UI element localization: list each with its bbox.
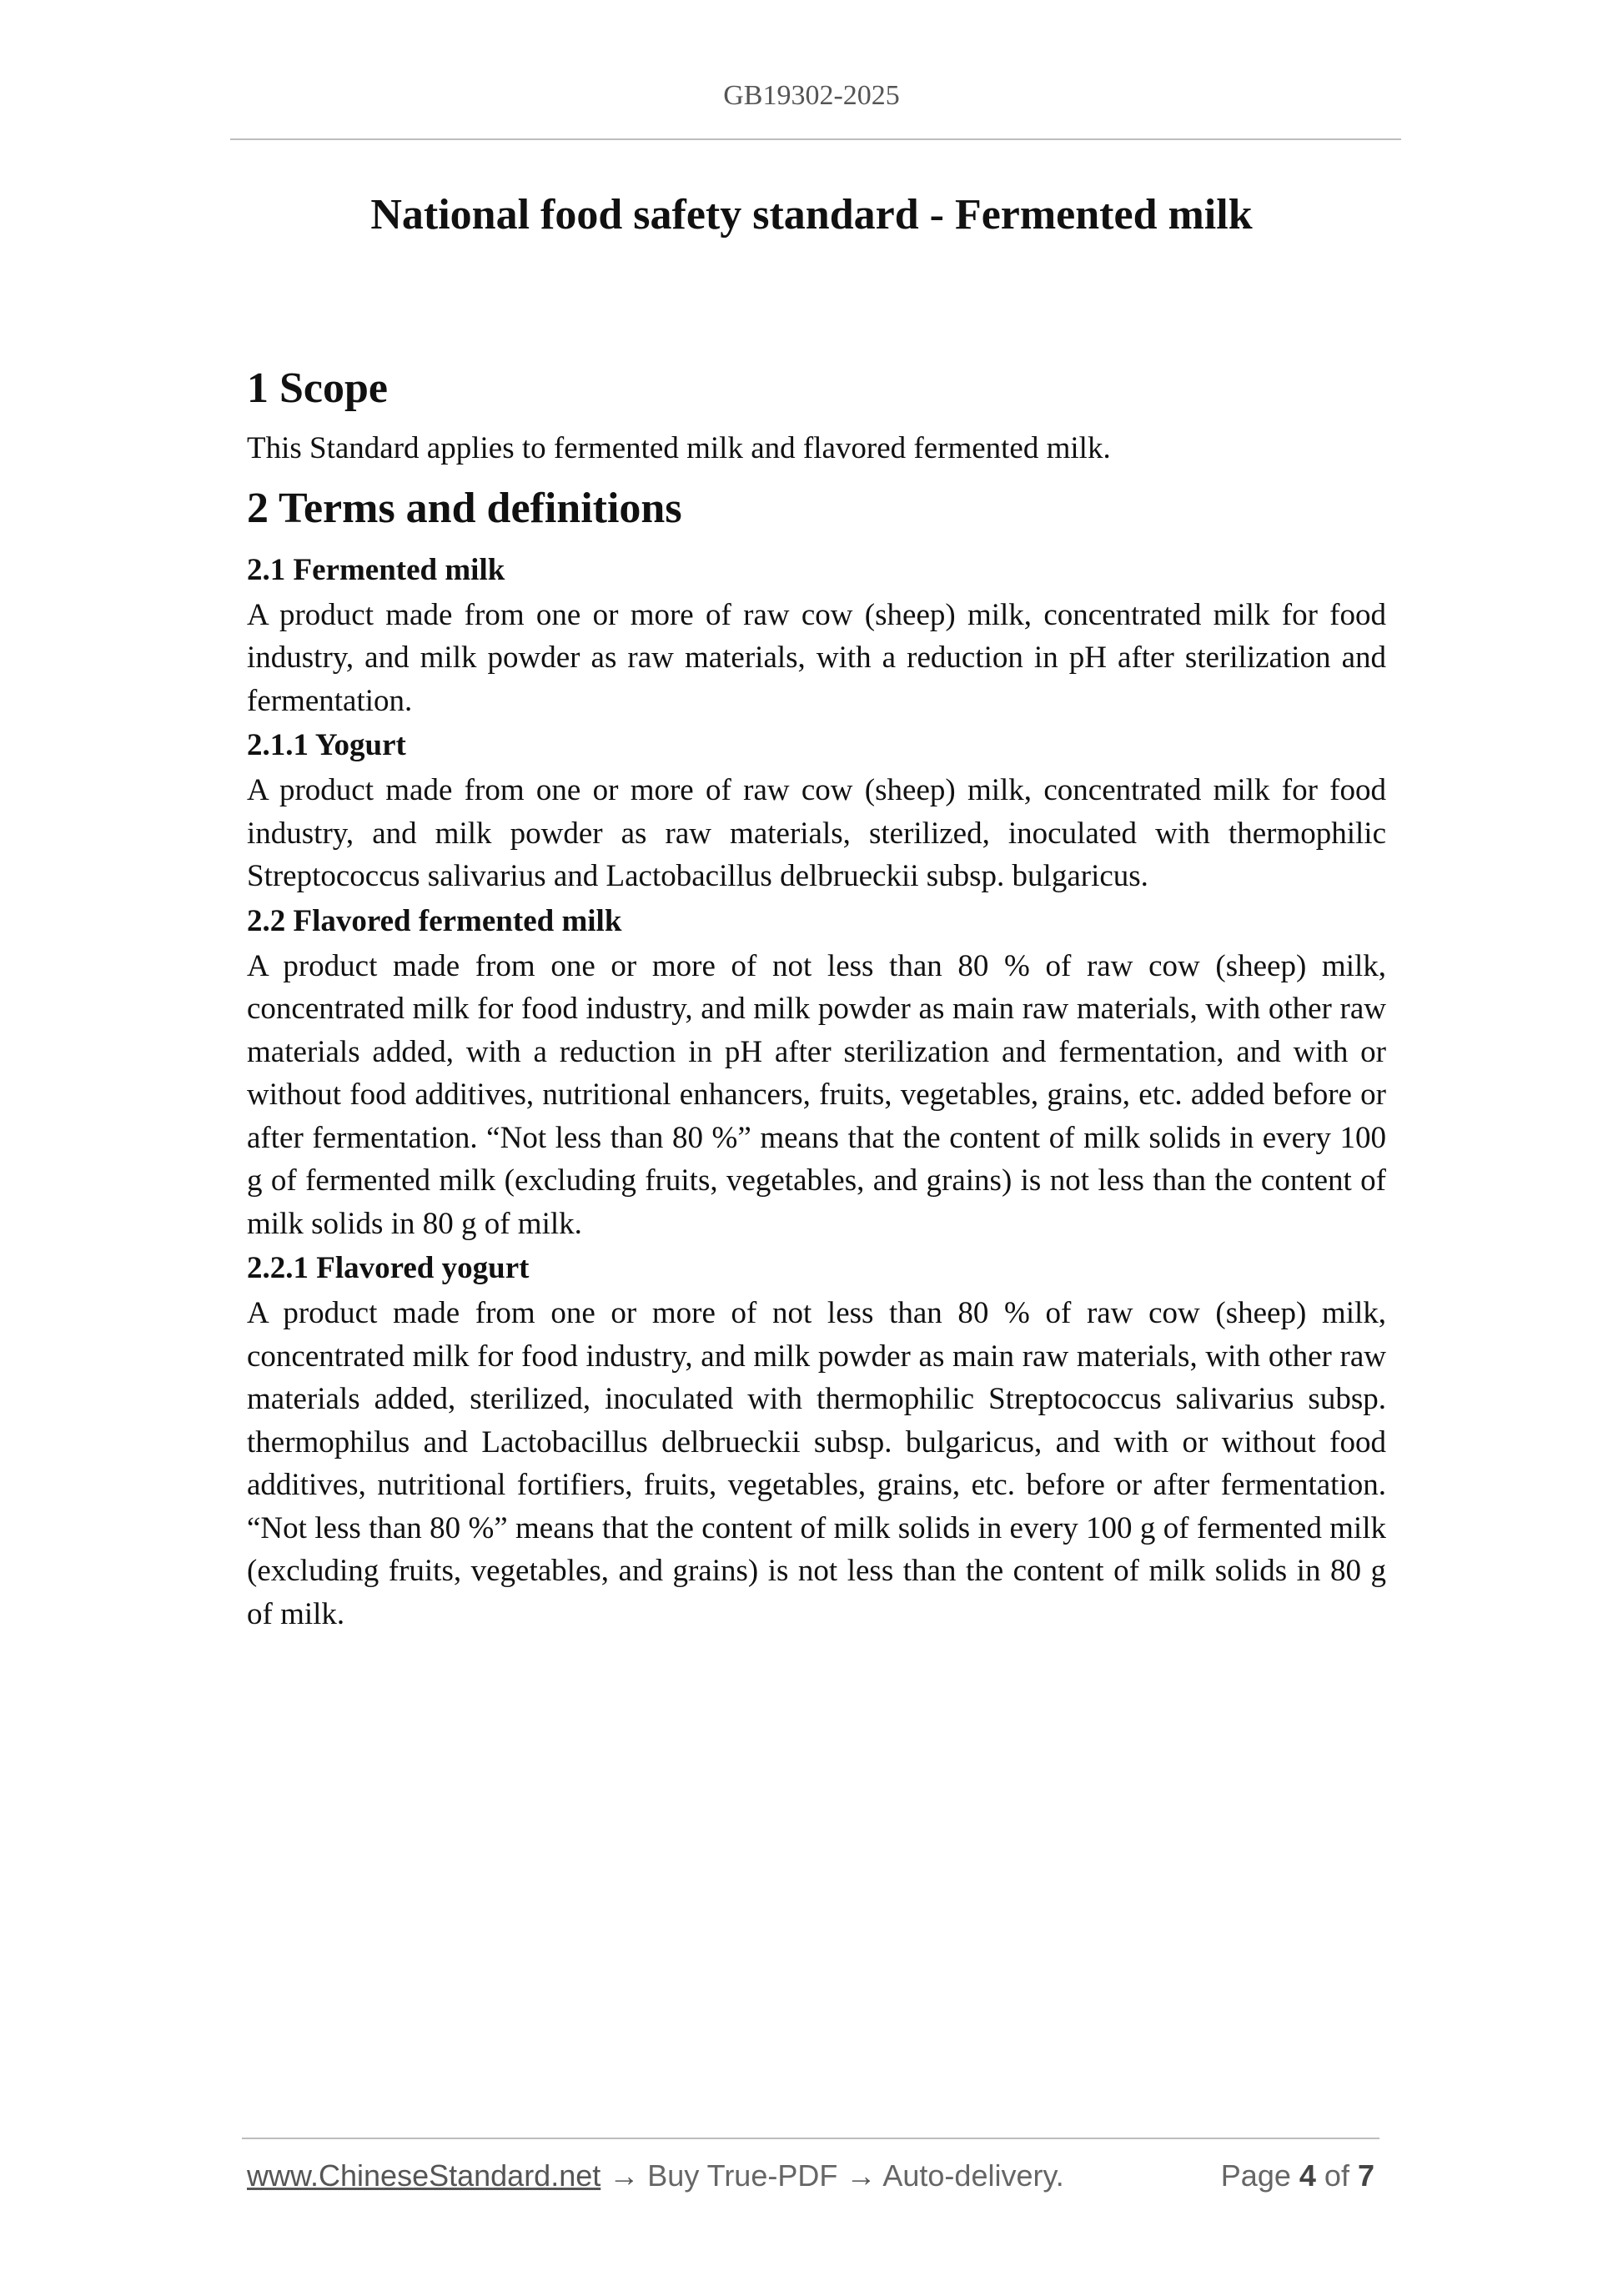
section-2-1-1-paragraph: A product made from one or more of raw cow (sheep) milk, concentrated milk for food industry, and milk powder as raw materials, sterilized, inoculated with thermophilic Streptococcus salivarius and Lactobacillus delbrueckii subsp. bulgaricus. bbox=[247, 773, 1386, 893]
section-2-1-1-heading: 2.1.1 Yogurt bbox=[247, 728, 406, 762]
total-pages: 7 bbox=[1357, 2158, 1374, 2193]
section-2-heading: 2 Terms and definitions bbox=[247, 484, 682, 532]
page-indicator bbox=[1221, 2158, 1374, 2193]
arrow-right-icon: → bbox=[609, 2158, 640, 2193]
section-2-2-paragraph: A product made from one or more of not less than 80 % of raw cow (sheep) milk, concentrated milk for food industry, and milk powder as main raw materials, with other raw materials added, with a reduction in pH after sterilization and fermentation, and with or without food additives, nutritional enhancers, fruits, vegetables, grains, etc. added before or after fermentation. “Not less than 80 %” means that the content of milk solids in every 100 g of fermented milk (excluding fruits, vegetables, and grains) is not less than the content of milk solids in 80 g of milk. bbox=[247, 948, 1386, 1241]
section-1-paragraph: This Standard applies to fermented milk and flavored fermented milk. bbox=[247, 431, 1111, 465]
page-label: Page bbox=[1220, 2158, 1291, 2193]
document-body bbox=[247, 350, 1386, 1635]
delivery-text: Auto-delivery. bbox=[882, 2158, 1064, 2193]
website-link[interactable]: www.ChineseStandard.net bbox=[247, 2158, 601, 2193]
section-2-1-paragraph: A product made from one or more of raw cow (sheep) milk, concentrated milk for food industry, and milk powder as raw materials, with a reduction in pH after sterilization and fermentation. bbox=[247, 597, 1386, 718]
footer-divider bbox=[242, 2138, 1379, 2139]
section-1-heading: 1 Scope bbox=[247, 364, 388, 412]
section-2-1-heading: 2.1 Fermented milk bbox=[247, 552, 505, 587]
arrow-right-icon: → bbox=[846, 2158, 877, 2193]
section-2-2-1-heading: 2.2.1 Flavored yogurt bbox=[247, 1251, 530, 1285]
document-title: National food safety standard - Fermented milk bbox=[370, 191, 1253, 239]
buy-pdf-text: Buy True-PDF bbox=[647, 2158, 838, 2193]
standard-code-header: GB19302-2025 bbox=[723, 80, 900, 111]
page-number: 4 bbox=[1299, 2158, 1316, 2193]
header-divider bbox=[230, 138, 1401, 140]
of-label: of bbox=[1324, 2158, 1349, 2193]
footer-promo bbox=[247, 2158, 1064, 2193]
page-footer bbox=[247, 2158, 1381, 2200]
section-2-2-heading: 2.2 Flavored fermented milk bbox=[247, 903, 622, 938]
section-2-2-1-paragraph: A product made from one or more of not less than 80 % of raw cow (sheep) milk, concentrated milk for food industry, and milk powder as main raw materials, with other raw materials added, sterilized, inoculated with thermophilic Streptococcus salivarius subsp. thermophilus and Lactobacillus delbrueckii subsp. bulgaricus, and with or without food additives, nutritional fortifiers, fruits, vegetables, grains, etc. before or after fermentation. “Not less than 80 %” means that the content of milk solids in every 100 g of fermented milk (excluding fruits, vegetables, and grains) is not less than the content of milk solids in 80 g of milk. bbox=[247, 1296, 1386, 1631]
